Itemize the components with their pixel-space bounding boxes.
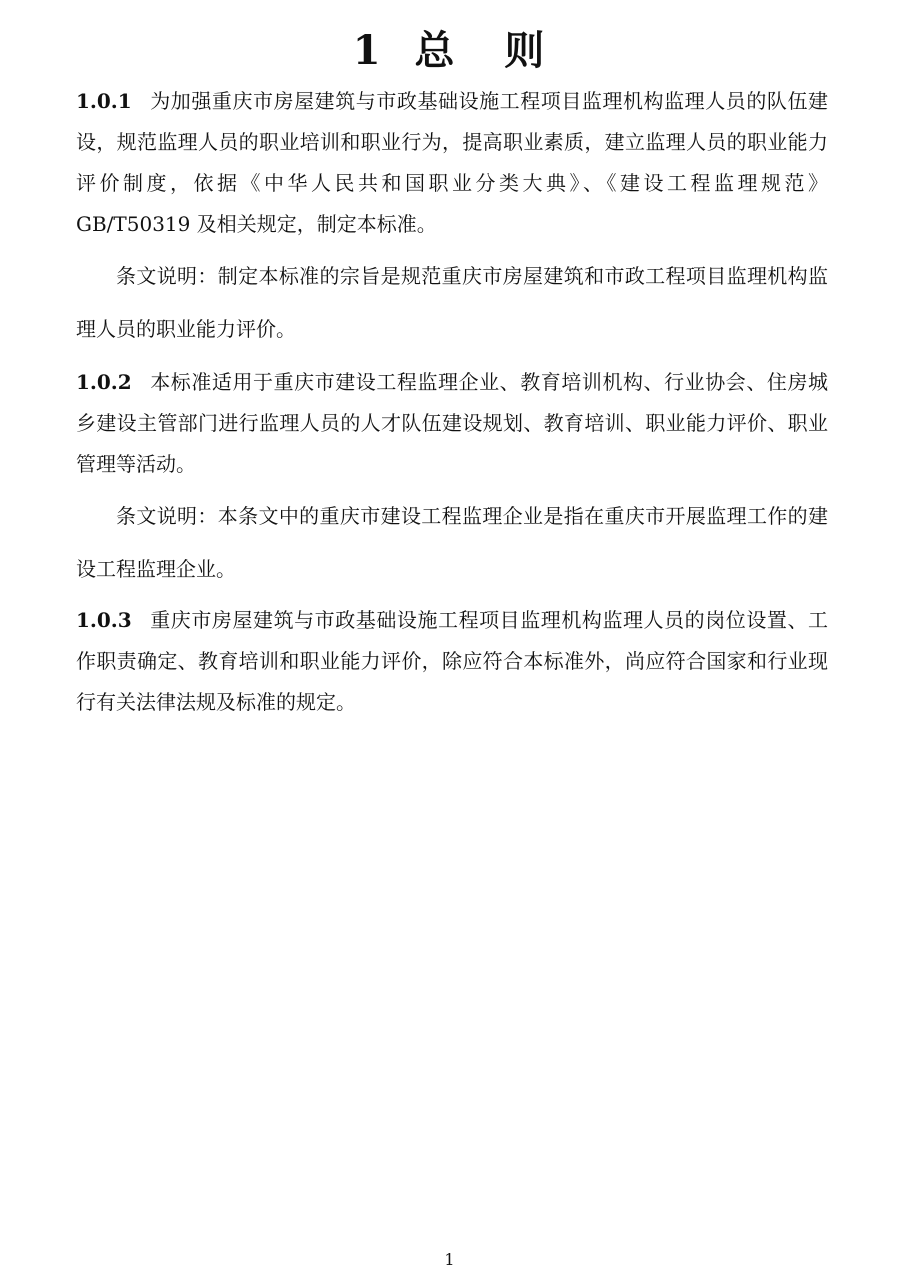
clause-number: 1.0.2 — [76, 370, 132, 394]
clause-explanation-1-0-2: 条文说明：本条文中的重庆市建设工程监理企业是指在重庆市开展监理工作的建设工程监理企业。 — [76, 504, 828, 581]
clause-explanation-1-0-1: 条文说明：制定本标准的宗旨是规范重庆市房屋建筑和市政工程项目监理机构监理人员的职业能力评价。 — [76, 264, 828, 341]
clause-number: 1.0.3 — [76, 608, 132, 632]
page-number: 1 — [444, 1250, 455, 1269]
clause-1-0-3 — [76, 600, 828, 723]
clause-text: 本标准适用于重庆市建设工程监理企业、教育培训机构、行业协会、住房城乡建设主管部门进行监理人员的人才队伍建设规划、教育培训、职业能力评价、职业管理等活动。 — [76, 370, 828, 476]
clause-1-0-2 — [76, 362, 828, 485]
clause-number: 1.0.1 — [76, 89, 132, 113]
clause-text: 为加强重庆市房屋建筑与市政基础设施工程项目监理机构监理人员的队伍建设，规范监理人员的职业培训和职业行为，提高职业素质，建立监理人员的职业能力评价制度，依据《中华人民共和国职业分类大典》、《建设工程监理规范》GB/T50319 及相关规定，制定本标准。 — [76, 89, 828, 236]
chapter-title: 1 总 则 — [352, 26, 547, 74]
clause-text: 重庆市房屋建筑与市政基础设施工程项目监理机构监理人员的岗位设置、工作职责确定、教育培训和职业能力评价，除应符合本标准外，尚应符合国家和行业现行有关法律法规及标准的规定。 — [76, 608, 828, 714]
clause-1-0-1 — [76, 81, 828, 245]
